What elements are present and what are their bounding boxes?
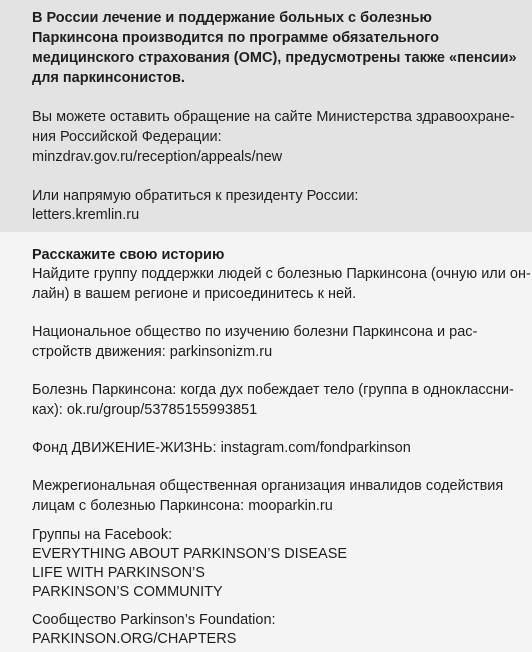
society-link[interactable]: parkinsonizm.ru	[169, 344, 273, 360]
ministry-line-2: ния Российской Федерации:	[32, 129, 222, 145]
interregional-link[interactable]: mooparkin.ru	[248, 498, 333, 514]
facebook-group-2[interactable]: LIFE WITH PARKINSON’S	[32, 565, 205, 581]
fund-label: Фонд ДВИЖЕНИЕ-ЖИЗНЬ:	[32, 440, 221, 456]
facebook-heading: Группы на Facebook:	[32, 527, 173, 543]
ministry-line-1: Вы можете оставить обращение на сайте Министерства здравоохране-	[32, 109, 515, 125]
odnoklassniki-link[interactable]: ok.ru/group/53785155993851	[66, 402, 258, 418]
society-line-1: Национальное общество по изучению болезни Паркинсона и рас-	[32, 324, 478, 340]
odnoklassniki-line-2	[32, 401, 257, 420]
intro-line-3: медицинского страхования (ОМС), предусмотрены также «пенсии»	[32, 50, 517, 66]
fund-line	[32, 439, 411, 458]
ministry-link[interactable]: minzdrav.gov.ru/reception/appeals/new	[32, 149, 283, 165]
president-line: Или напрямую обратиться к президенту России:	[32, 188, 359, 204]
society-label: стройств движения:	[32, 344, 170, 360]
story-line-2: лайн) в вашем регионе и присоединитесь к ней.	[32, 286, 357, 302]
society-line-2	[32, 343, 272, 362]
foundation-heading: Сообщество Parkinson’s Foundation:	[32, 612, 276, 628]
intro-line-4: для паркинсонистов.	[32, 70, 185, 86]
fund-link[interactable]: instagram.com/fondparkinson	[220, 440, 411, 456]
president-link[interactable]: letters.kremlin.ru	[32, 207, 140, 223]
interregional-line-1: Межрегиональная общественная организация инвалидов содействия	[32, 478, 504, 494]
story-heading: Расскажите свою историю	[32, 247, 225, 263]
interregional-line-2	[32, 497, 333, 516]
intro-line-1: В России лечение и поддержание больных с болезнью	[32, 10, 432, 26]
facebook-group-3[interactable]: PARKINSON’S COMMUNITY	[32, 584, 223, 600]
odnoklassniki-label: ках):	[32, 402, 67, 418]
facebook-group-1[interactable]: EVERYTHING ABOUT PARKINSON’S DISEASE	[32, 546, 348, 562]
story-line-1: Найдите группу поддержки людей с болезнью Паркинсона (очную или он-	[32, 266, 531, 282]
interregional-label: лицам с болезнью Паркинсона:	[32, 498, 249, 514]
odnoklassniki-line-1: Болезнь Паркинсона: когда дух побеждает тело (группа в одноклассни-	[32, 382, 514, 398]
intro-line-2: Паркинсона производится по программе обязательного	[32, 30, 440, 46]
foundation-link[interactable]: PARKINSON.ORG/CHAPTERS	[32, 631, 237, 647]
